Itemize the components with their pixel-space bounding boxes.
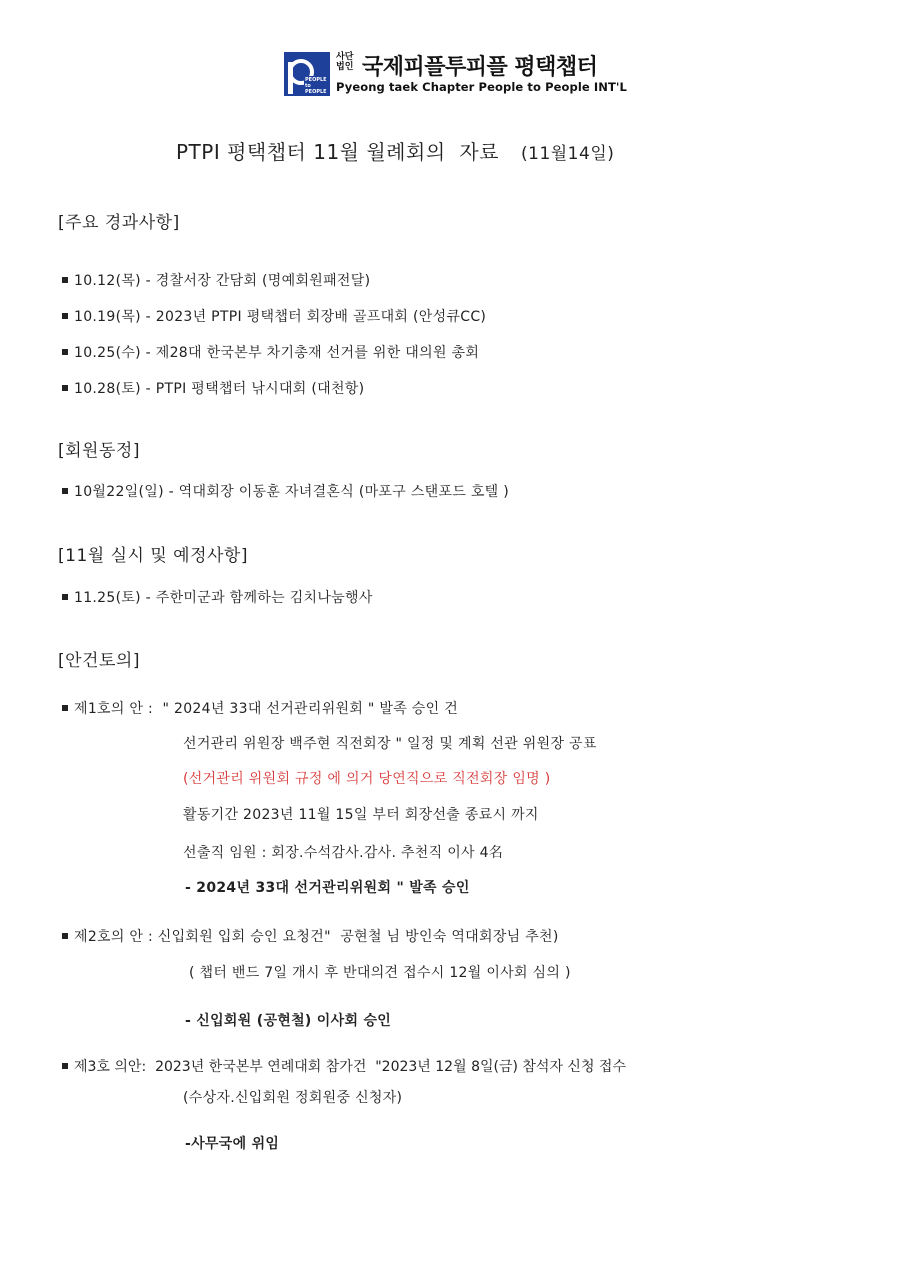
bullet-icon bbox=[62, 488, 68, 494]
list-item: 11.25(토) - 주한미군과 함께하는 김치나눔행사 bbox=[62, 587, 373, 607]
bullet-icon bbox=[62, 933, 68, 939]
agenda-item-1-line: 선거관리 위원장 백주현 직전회장 " 일정 및 계획 선관 위원장 공표 bbox=[183, 736, 597, 752]
agenda-item-1-note: (선거관리 위원회 규정 에 의거 당연직으로 직전회장 임명 ) bbox=[183, 771, 551, 787]
bullet-icon bbox=[62, 705, 68, 711]
bullet-icon bbox=[62, 385, 68, 391]
section-heading-agenda: [안건토의] bbox=[58, 651, 140, 671]
list-item: 10.28(토) - PTPI 평택챕터 낚시대회 (대천항) bbox=[62, 378, 364, 398]
org-name-korean: 국제피플투피플 평택챕터 bbox=[362, 55, 598, 80]
agenda-item-1-line: 선출직 임원 : 회장.수석감사.감사. 추천직 이사 4名 bbox=[183, 845, 504, 861]
org-prefix: 사단 법인 bbox=[336, 52, 354, 72]
agenda-item-2-line: ( 챕터 밴드 7일 개시 후 반대의견 접수시 12월 이사회 심의 ) bbox=[189, 965, 571, 981]
list-item: 10.12(목) - 경찰서장 간담회 (명예회원패전달) bbox=[62, 270, 370, 290]
bullet-icon bbox=[62, 594, 68, 600]
org-name-english: Pyeong taek Chapter People to People INT'L bbox=[336, 80, 627, 94]
agenda-item-1-line: 활동기간 2023년 11월 15일 부터 회장선출 종료시 까지 bbox=[183, 807, 539, 823]
list-item: 10월22일(일) - 역대회장 이동훈 자녀결혼식 (마포구 스탠포드 호텔 ) bbox=[62, 481, 509, 501]
title-main: PTPI 평택챕터 11월 월례회의 자료 bbox=[176, 140, 499, 164]
logo-text: PEOPLE to PEOPLE bbox=[305, 77, 327, 95]
agenda-item-2-title: 제2호의 안 : 신입회원 입회 승인 요청건" 공현철 님 방인숙 역대회장님 추천) bbox=[62, 926, 559, 946]
agenda-item-3-result: -사무국에 위임 bbox=[185, 1136, 280, 1152]
agenda-item-1-title: 제1호의 안 : " 2024년 33대 선거관리위원회 " 발족 승인 건 bbox=[62, 698, 458, 718]
agenda-item-1-result: - 2024년 33대 선거관리위원회 " 발족 승인 bbox=[185, 880, 470, 896]
chapter-logo bbox=[284, 52, 330, 96]
title-date: (11월14일) bbox=[521, 144, 615, 164]
bullet-icon bbox=[62, 277, 68, 283]
section-heading-progress: [주요 경과사항] bbox=[58, 213, 180, 233]
bullet-icon bbox=[62, 349, 68, 355]
document-title bbox=[176, 136, 614, 165]
agenda-item-2-result: - 신입회원 (공현철) 이사회 승인 bbox=[185, 1013, 392, 1029]
agenda-item-3-line: (수상자.신입회원 정회원중 신청자) bbox=[183, 1090, 403, 1106]
agenda-item-3-title: 제3호 의안: 2023년 한국본부 연례대회 참가건 "2023년 12월 8일(금) 참석자 신청 접수 bbox=[62, 1056, 626, 1076]
list-item: 10.19(목) - 2023년 PTPI 평택챕터 회장배 골프대회 (안성큐CC) bbox=[62, 306, 486, 326]
section-heading-members: [회원동정] bbox=[58, 441, 140, 461]
bullet-icon bbox=[62, 1063, 68, 1069]
list-item: 10.25(수) - 제28대 한국본부 차기총재 선거를 위한 대의원 총회 bbox=[62, 342, 479, 362]
bullet-icon bbox=[62, 313, 68, 319]
section-heading-schedule: [11월 실시 및 예정사항] bbox=[58, 546, 248, 566]
